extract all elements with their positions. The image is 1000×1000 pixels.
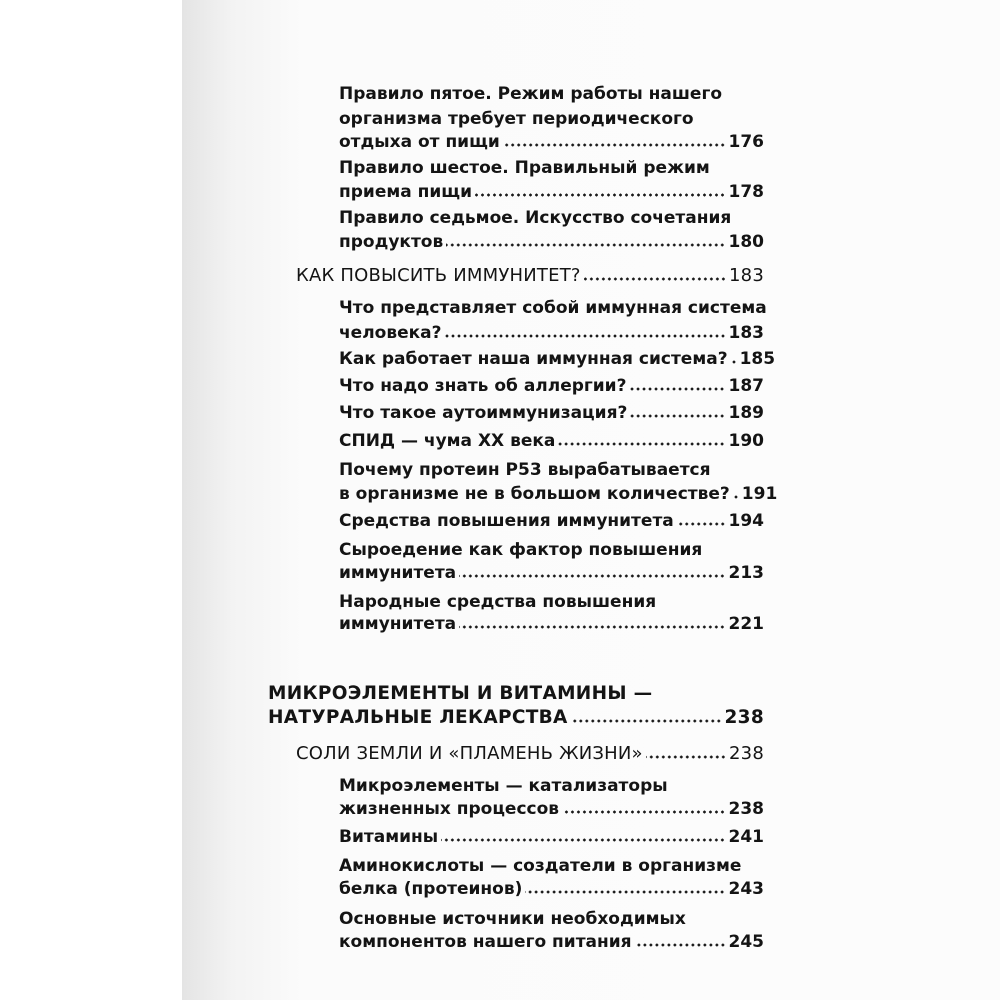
toc-entry [0, 315, 1000, 343]
toc-entry-text: белка (протеинов) [339, 879, 523, 899]
toc-page-number: 243 [728, 879, 764, 899]
toc-entry [0, 606, 1000, 634]
leader-dots [571, 719, 722, 723]
toc-entry-text: Как работает наша иммунная система? [339, 349, 728, 369]
toc-entry-text: СОЛИ ЗЕМЛИ И «ПЛАМЕНЬ ЖИЗНИ» [296, 743, 643, 764]
toc-entry [0, 924, 1000, 952]
toc-page-number: 180 [728, 232, 764, 252]
leader-dots [441, 838, 725, 842]
toc-entry-text: человека? [339, 323, 442, 343]
toc-entry-text: Микроэлементы — катализаторы [339, 776, 668, 796]
toc-page-number: 190 [728, 431, 764, 451]
toc-entry-text: СПИД — чума XX века [339, 431, 556, 451]
toc-entry-text: жизненных процессов [339, 799, 560, 819]
toc-entry [0, 476, 1000, 504]
leader-dots [445, 334, 726, 338]
toc-page-number: 183 [729, 265, 764, 286]
toc-entry [0, 819, 1000, 847]
leader-dots [635, 943, 726, 947]
toc-entry-text: Правило шестое. Правильный режим [339, 158, 710, 178]
toc-page-number: 187 [728, 376, 764, 396]
toc-entry-text: иммунитета [339, 563, 457, 583]
toc-entry-text: приема пищи [339, 182, 473, 202]
leader-dots [646, 755, 726, 759]
toc-entry-text: Что такое аутоиммунизация? [339, 403, 628, 423]
leader-dots [677, 522, 726, 526]
leader-dots [475, 193, 725, 197]
toc-entry [0, 423, 1000, 451]
toc-entry [0, 791, 1000, 819]
toc-entry [0, 341, 1000, 369]
toc-entry-text: Основные источники необходимых [339, 909, 686, 929]
toc-entry-text: МИКРОЭЛЕМЕНТЫ И ВИТАМИНЫ — [268, 683, 653, 704]
leader-dots [733, 495, 739, 499]
leader-dots [459, 625, 725, 629]
leader-dots [562, 810, 725, 814]
toc-page-number: 178 [728, 182, 764, 202]
leader-dots [459, 574, 725, 578]
toc-entry-text: Правило седьмое. Искусство сочетания [339, 208, 732, 228]
toc-page-number: 185 [739, 349, 776, 369]
toc-entry-text: Народные средства повышения [339, 592, 657, 612]
toc-chapter-heading [0, 700, 1000, 728]
leader-dots [525, 890, 725, 894]
toc-page-number: 238 [728, 799, 764, 819]
toc-entry-text: Что представляет собой иммунная система [339, 298, 767, 318]
toc-page-number: 213 [728, 563, 764, 583]
leader-dots [446, 243, 725, 247]
toc-page-number: 183 [728, 323, 764, 343]
toc-entry [0, 174, 1000, 202]
toc-entry-text: организма требует периодического [339, 109, 694, 129]
toc-entry-text: НАТУРАЛЬНЫЕ ЛЕКАРСТВА [268, 707, 568, 728]
toc-entry-text: КАК ПОВЫСИТЬ ИММУНИТЕТ? [296, 265, 581, 286]
toc-entry-text: Витамины [339, 827, 439, 847]
toc-entry-text: Средства повышения иммунитета [339, 511, 674, 531]
toc-entry-text: в организме не в большом количестве? [339, 484, 730, 504]
toc-section-heading [0, 258, 1000, 286]
toc-entry [0, 503, 1000, 531]
toc-page-number: 191 [741, 484, 778, 504]
toc-page-number: 238 [729, 743, 764, 764]
toc-entry-text: Правило пятое. Режим работы нашего [339, 84, 723, 104]
toc-page-number: 189 [728, 403, 764, 423]
toc-page-number: 245 [728, 932, 764, 952]
toc-page-number: 221 [728, 614, 764, 634]
toc-entry [0, 290, 1000, 318]
toc-section-heading [0, 736, 1000, 764]
toc-entry-text: Почему протеин P53 вырабатывается [339, 460, 711, 480]
toc-entry-text: Что надо знать об аллергии? [339, 376, 627, 396]
toc-entry [0, 76, 1000, 104]
toc-entry [0, 395, 1000, 423]
toc-entry [0, 555, 1000, 583]
leader-dots [630, 414, 725, 418]
toc-entry-text: Сыроедение как фактор повышения [339, 540, 703, 560]
toc-entry-text: Аминокислоты — создатели в организме [339, 856, 742, 876]
leader-dots [558, 442, 725, 446]
leader-dots [731, 360, 737, 364]
toc-page-number: 194 [728, 511, 764, 531]
toc-entry [0, 124, 1000, 152]
leader-dots [629, 387, 725, 391]
toc-entry-text: продуктов [339, 232, 444, 252]
toc-page-number: 176 [728, 132, 764, 152]
toc-entry [0, 368, 1000, 396]
toc-page-number: 241 [728, 827, 764, 847]
toc-page-number: 238 [724, 707, 764, 728]
toc-entry [0, 871, 1000, 899]
leader-dots [584, 277, 726, 281]
toc-entry-text: отдыха от пищи [339, 132, 500, 152]
toc-entry-text: компонентов нашего питания [339, 932, 632, 952]
toc-entry [0, 224, 1000, 252]
leader-dots [503, 143, 726, 147]
toc-entry-text: иммунитета [339, 614, 457, 634]
